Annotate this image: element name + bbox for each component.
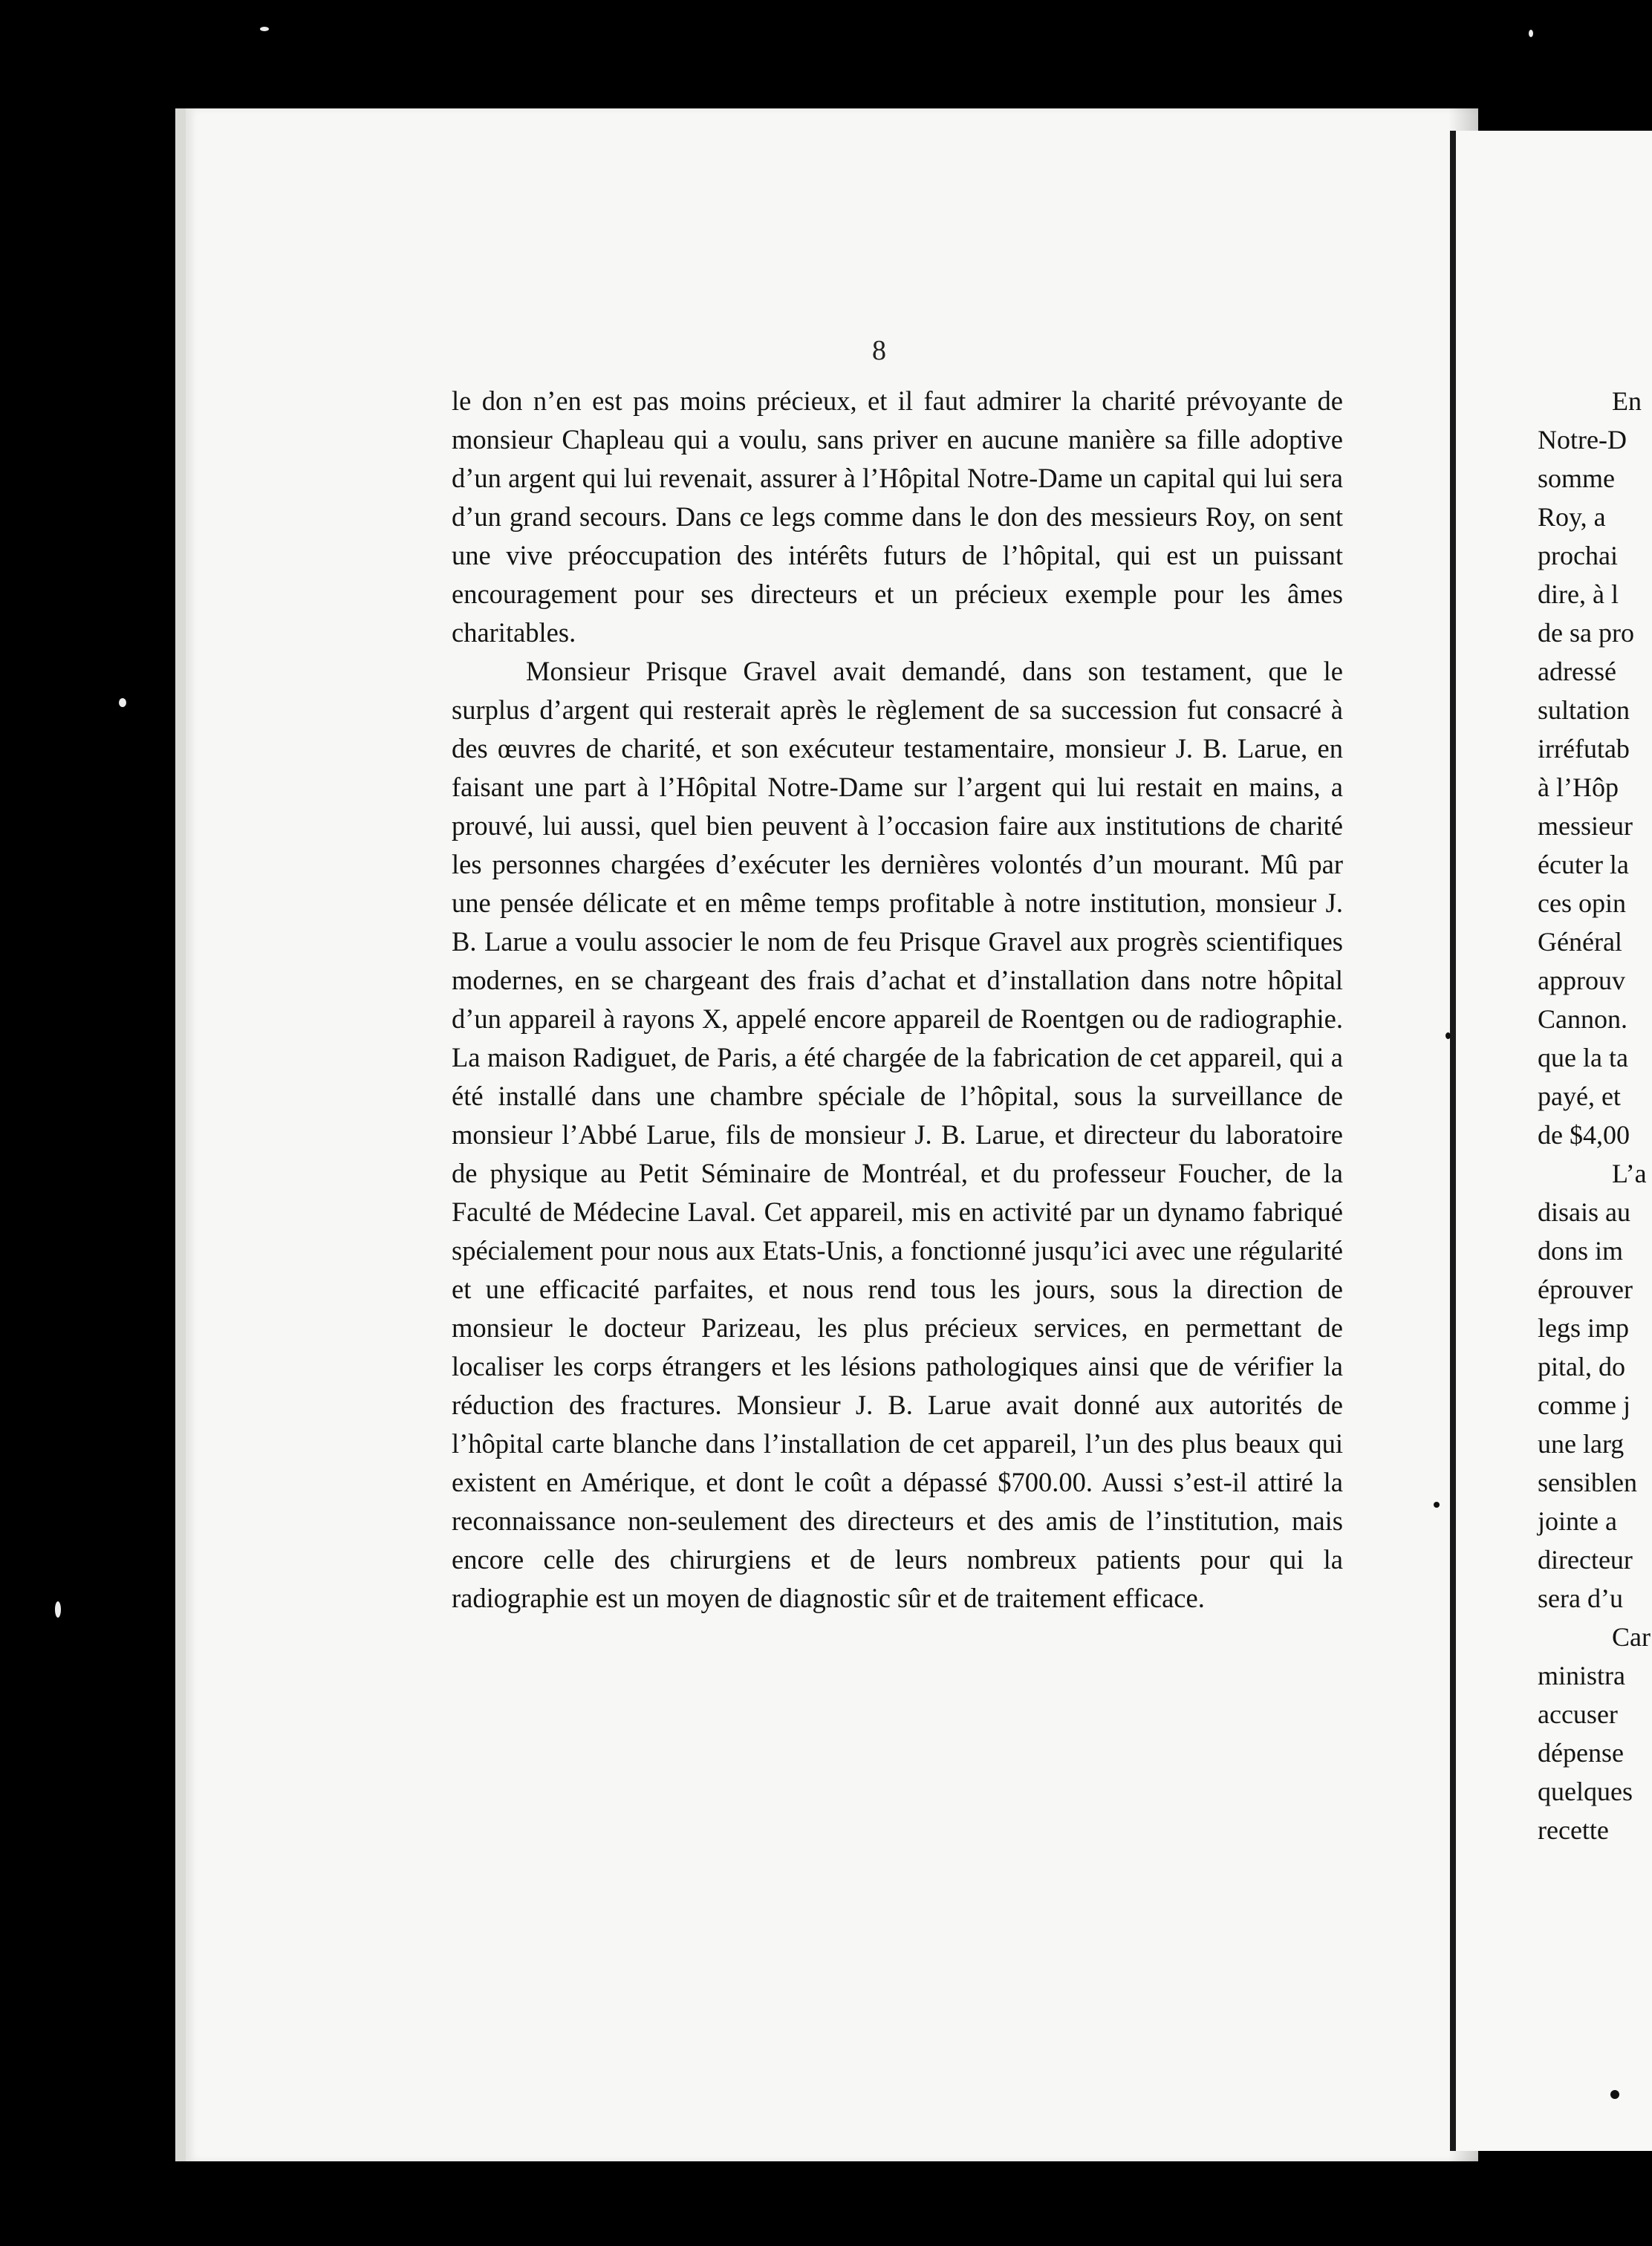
facing-page-line: éprouver <box>1538 1275 1633 1304</box>
facing-page-line: recette <box>1538 1815 1609 1845</box>
facing-page-line: irréfutab <box>1538 734 1630 764</box>
facing-page-line: Roy, a <box>1538 502 1606 532</box>
facing-page-text <box>1538 382 1651 1849</box>
facing-page-line: ministra <box>1538 1661 1625 1690</box>
facing-page-line: somme <box>1538 463 1615 493</box>
facing-page-line: sultation <box>1538 695 1630 725</box>
facing-page-line: Cannon. <box>1538 1004 1627 1034</box>
facing-page-line: adressé <box>1538 657 1616 686</box>
facing-page-line: messieur <box>1538 811 1633 841</box>
facing-page-line: que la ta <box>1538 1043 1628 1072</box>
facing-page-line: à l’Hôp <box>1538 772 1619 802</box>
paragraph-prisque-gravel: Monsieur Prisque Gravel avait demandé, dans son testament, que le surplus d’argent qui resterait après le règlement de sa succession fut consacré à des œuvres de charité, et son exécuteur testamentaire, monsieur J. B. Larue, en faisant une part à l’Hôpital Notre-Dame sur l’argent qui lui restait en mains, a prouvé, lui aussi, quel bien peuvent à l’occasion faire aux institutions de charité les personnes chargées d’exécuter les dernières volontés d’un mourant. Mû par une pensée délicate et en même temps profitable à notre institution, monsieur J. B. Larue a voulu associer le nom de feu Prisque Gravel aux progrès scientifiques modernes, en se chargeant des frais d’achat et d’installation dans notre hôpital d’un appareil à rayons X, appelé encore appareil de Roentgen ou de radiographie. La maison Radiguet, de Paris, a été chargée de la fabrication de cet appareil, qui a été installé dans une chambre spéciale de l’hôpital, sous la surveillance de monsieur l’Abbé Larue, fils de monsieur J. B. Larue, et directeur du laboratoire de physique au Petit Séminaire de Montréal, et du professeur Foucher, de la Faculté de Médecine Laval. Cet appareil, mis en activité par un dynamo fabriqué spécialement pour nous aux Etats-Unis, a fonctionné jusqu’ici avec une régularité et une efficacité parfaites, et nous rend tous les jours, sous la direction de monsieur le docteur Parizeau, les plus précieux services, en permettant de localiser les corps étrangers et les lésions pathologiques ainsi que de vérifier la réduction des fractures. Monsieur J. B. Larue avait donné aux autorités de l’hôpital carte blanche dans l’installation de cet appareil, l’un des plus beaux qui existent en Amérique, et dont le coût a dépassé $700.00. Aussi s’est-il attiré la reconnaissance non-seulement des directeurs et des amis de l’institution, mais encore celle des chirurgiens et de leurs nombreux patients pour qui la radiographie est un moyen de diagnostic sûr et de traitement efficace. <box>452 656 1343 1613</box>
scan-speck <box>119 698 126 707</box>
facing-page-line: L’a <box>1612 1159 1647 1188</box>
facing-page-line: de sa pro <box>1538 618 1634 648</box>
facing-page-line: dire, à l <box>1538 579 1619 609</box>
page-body-text <box>452 382 1343 1618</box>
facing-page-line: ces opin <box>1538 888 1626 918</box>
facing-page-line: approuv <box>1538 966 1625 995</box>
ink-dot <box>1610 2090 1619 2099</box>
facing-page-line: dons im <box>1538 1236 1624 1266</box>
ink-dot <box>1434 1502 1440 1508</box>
facing-page-line: sensiblen <box>1538 1468 1637 1497</box>
scan-speck <box>55 1601 61 1618</box>
facing-page-line: accuser <box>1538 1699 1618 1729</box>
page-number: 8 <box>872 335 886 366</box>
facing-page-line: écuter la <box>1538 850 1629 879</box>
ink-dot <box>1446 1032 1451 1039</box>
facing-page-line: de $4,00 <box>1538 1120 1630 1150</box>
facing-page-line: Général <box>1538 927 1622 957</box>
facing-page-line: disais au <box>1538 1197 1630 1227</box>
facing-page-line: quelques <box>1538 1777 1633 1806</box>
scan-speck <box>260 27 269 31</box>
facing-page-line: comme j <box>1538 1390 1630 1420</box>
facing-page-line: Notre-D <box>1538 425 1627 455</box>
paragraph-continuation: le don n’en est pas moins précieux, et il faut admirer la charité prévoyante de monsieur Chapleau qui a voulu, sans priver en aucune manière sa fille adoptive d’un argent qui lui revenait, assurer à l’Hôpital Notre-Dame un capital qui lui sera d’un grand secours. Dans ce legs comme dans le don des messieurs Roy, on sent une vive préoccupation des intérêts futurs de l’hôpital, qui est un puissant encouragement pour ses directeurs et un précieux exemple pour les âmes charitables. <box>452 385 1343 648</box>
facing-page-line: En <box>1612 386 1642 416</box>
facing-page-line: prochai <box>1538 541 1618 570</box>
facing-page-line: pital, do <box>1538 1352 1625 1381</box>
facing-page-line: une larg <box>1538 1429 1625 1459</box>
facing-page-line: dépense <box>1538 1738 1624 1768</box>
facing-page-line: directeur <box>1538 1545 1633 1575</box>
facing-page-line: legs imp <box>1538 1313 1629 1343</box>
scan-speck <box>1529 30 1533 37</box>
facing-page-line: jointe a <box>1538 1506 1617 1536</box>
facing-page-line: Car <box>1612 1622 1651 1652</box>
facing-page-line: sera d’u <box>1538 1583 1623 1613</box>
facing-page-line: payé, et <box>1538 1081 1621 1111</box>
